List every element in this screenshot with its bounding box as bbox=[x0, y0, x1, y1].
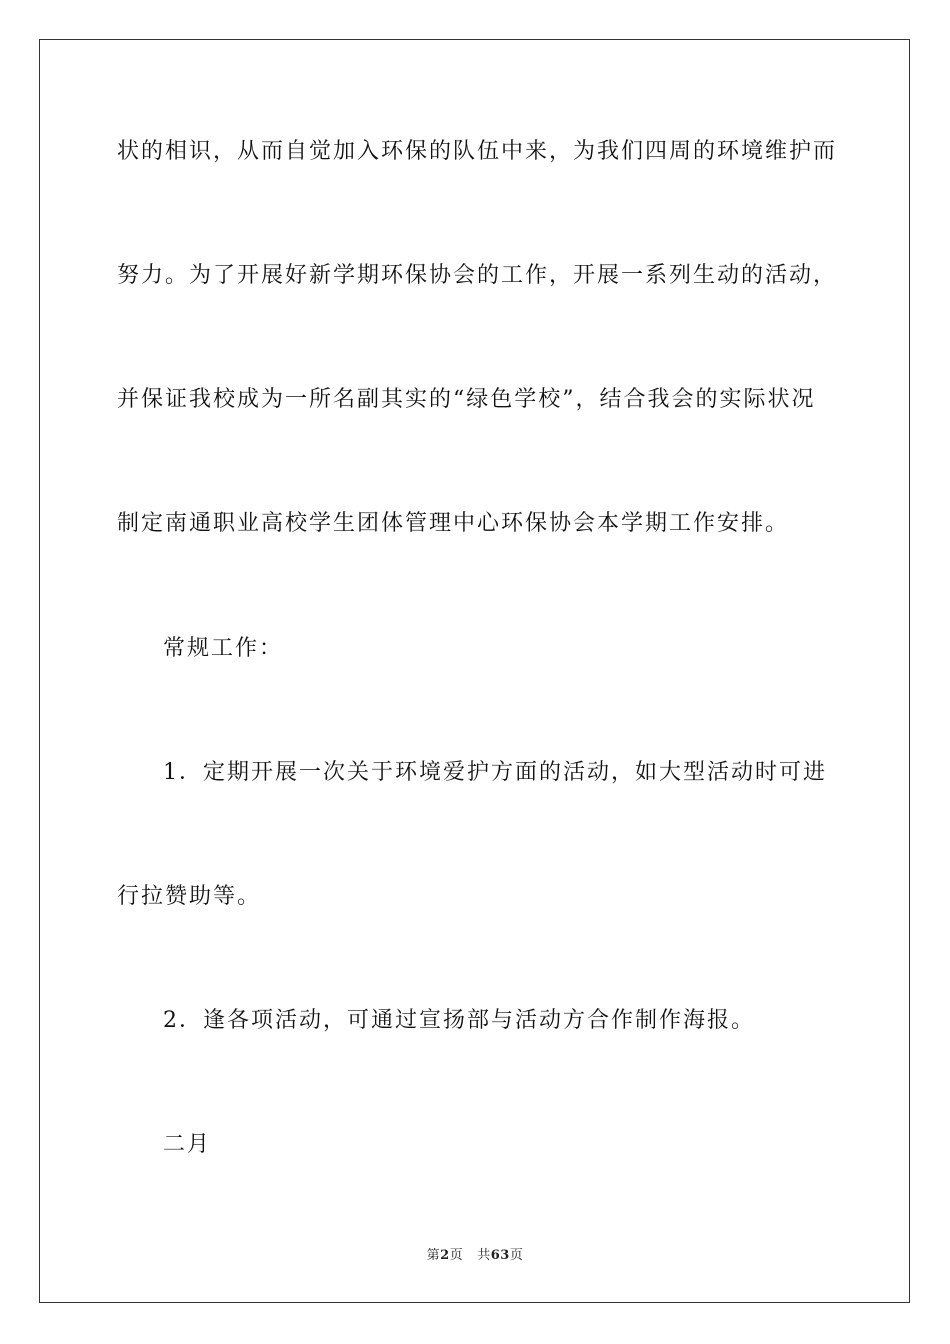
body-line: 并保证我校成为一所名副其实的“绿色学校”，结合我会的实际状况 bbox=[117, 387, 816, 412]
body-line: 制定南通职业高校学生团体管理中心环保协会本学期工作安排。 bbox=[117, 511, 790, 536]
body-line: 状的相识，从而自觉加入环保的队伍中来，为我们四周的环境维护而 bbox=[117, 139, 838, 164]
body-line: 努力。为了开展好新学期环保协会的工作，开展一系列生动的活动， bbox=[117, 263, 838, 288]
list-item: 1．定期开展一次关于环境爱护方面的活动，如大型活动时可进 bbox=[163, 760, 827, 785]
total-page-count: 63 bbox=[490, 1248, 510, 1263]
month-heading: 二月 bbox=[163, 1132, 212, 1157]
page-border bbox=[39, 39, 910, 1303]
page-footer bbox=[0, 1247, 950, 1265]
page-suffix: 页 bbox=[449, 1248, 464, 1263]
page-prefix: 第 bbox=[426, 1248, 441, 1263]
section-heading: 常规工作： bbox=[163, 636, 284, 661]
total-prefix: 共 bbox=[477, 1248, 491, 1263]
total-suffix: 页 bbox=[509, 1248, 524, 1263]
current-page-number: 2 bbox=[440, 1248, 450, 1263]
list-item: 2．逢各项活动，可通过宣扬部与活动方合作制作海报。 bbox=[163, 1008, 755, 1033]
list-item-continuation: 行拉赞助等。 bbox=[117, 884, 262, 909]
